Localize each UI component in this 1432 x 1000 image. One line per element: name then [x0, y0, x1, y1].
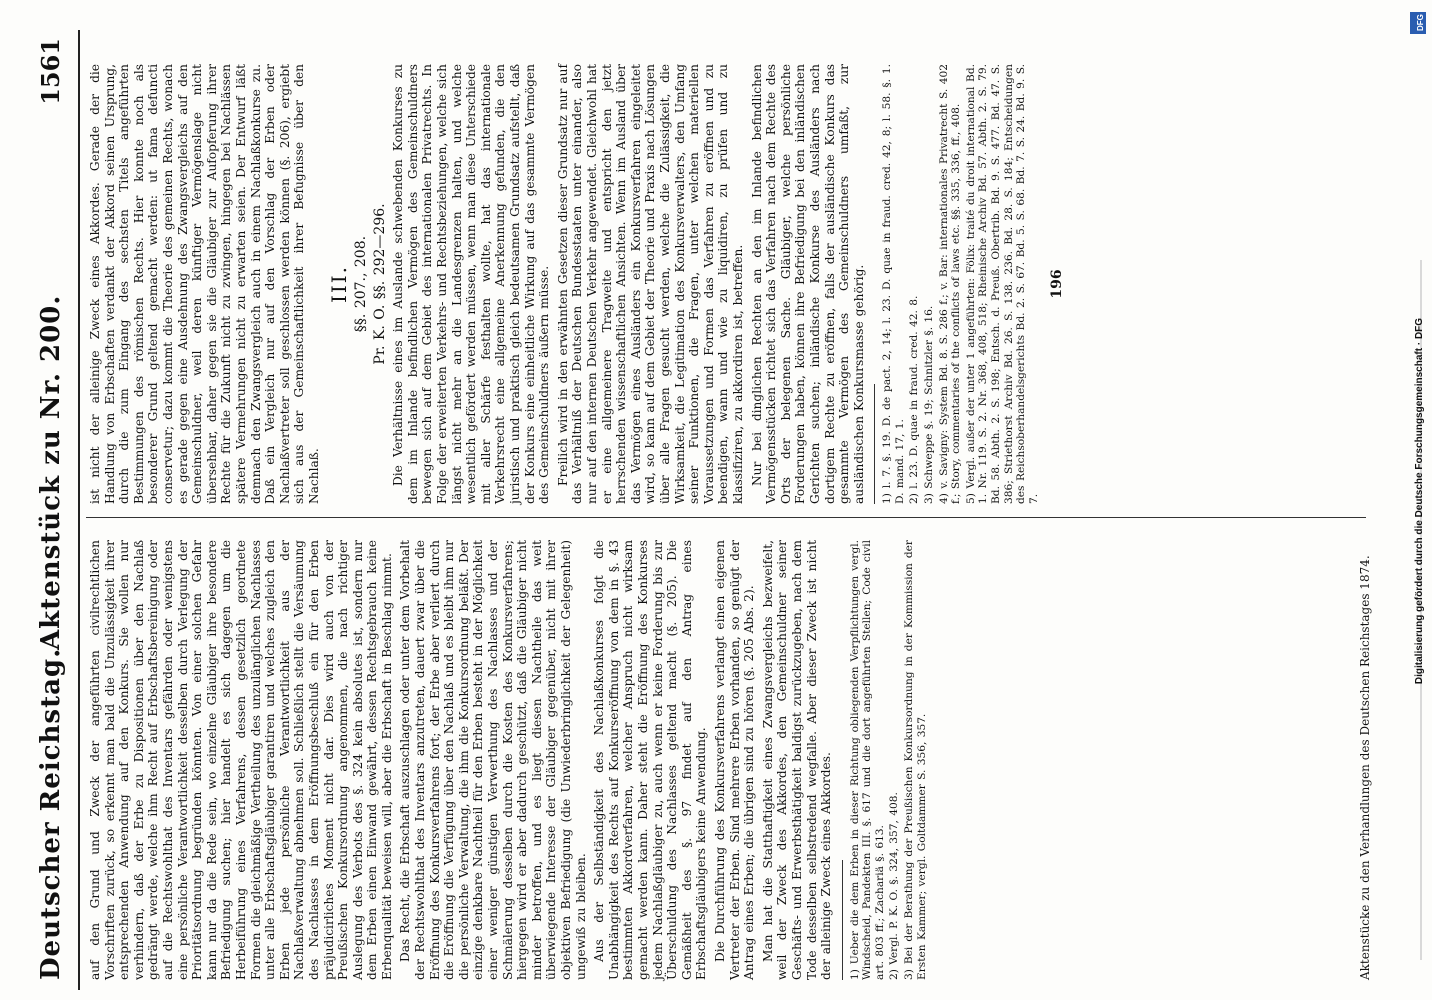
- right-footnote: 4) v. Savigny: System Bd. 8. S. 286 f.; v. Bar: internationales Privatrecht S. 402 f.; Story, commentaries of the conflicts of laws etc. §§. 335, 336, ff., 408.: [937, 64, 963, 504]
- right-footnote: 5) Vergl. außer der unter 1 angeführten: Fölix: traité du droit international Bd. 1. Nr. 119. S. 2. Nr. 368, 408, 518; Rheinische Archiv Bd. 57. Abth. 2. S. 79. Bd. 58. Abth. 2. S. 198; Entsch. d. Preuß. Obertrib. Bd. 9. S. 477. Bd. 47. S. 386; Striethorst Archiv Bd. 26. S. 138. 236. Bd. 28. S. 184; Entscheidungen des Reichsoberhandelsgerichts Bd. 2. S. 67. Bd. 5. S. 68. Bd. 7. S. 24. Bd. 9. S. 7.: [964, 64, 1040, 504]
- header-title: Deutscher Reichstag.: [36, 647, 66, 980]
- header-rule: [78, 30, 80, 990]
- bottom-note: Aktenstücke zu den Verhandlungen des Deutschen Reichstages 1874.: [1358, 555, 1372, 980]
- section-paragraph: Nur bei dinglichen Rechten an den im Inlande befindlichen Vermögensstücken richtet sich das Verfahren nach dem Rechte des Orts der belegenen Sache. Gläubiger, welche persönliche Forderungen haben, können ihre Befriedigung bei den inländischen Gerichten suchen; inländische Konkurse des Ausländers nach dortigem Rechte zu eröffnen, falls der ausländische Konkurs das gesammte Vermögen des Gemeinschuldners umfaßt, zur ausländischen Konkursmasse gehörig.: [749, 64, 866, 504]
- dfg-logo-icon: DFG: [1410, 12, 1426, 34]
- left-paragraph: auf den Grund und Zweck der angeführten civilrechtlichen Vorschriften zurück, so erkennt man bald die Unzulässigkeit ihrer entsprechenden Anwendung auf den Konkurs. Sie wollen nur verhindern, daß der Erbe zu Dispositionen über den Nachlaß gedrängt werde, welche ihm Recht auf Erbschaftsbereinigung oder auf die Rechtswohlthat des Inventars gefährden oder wenigstens eine persönliche Verantwortlichkeit desselben durch Verlegung der Prioritätsordnung begründen könnten. Von einer solchen Gefahr kann nur da die Rede sein, wo einzelne Gläubiger ihre besondere Befriedigung suchen; hier handelt es sich dagegen um die Herbeiführung eines Verfahrens, dessen gesetzlich geordnete Formen die gleichmäßige Vertheilung des unzulänglichen Nachlasses unter alle Erbschaftsgläubiger garantiren und welches zugleich den Erben jede persönliche Verantwortlichkeit aus der Nachlaßverwaltung abnehmen soll. Schließlich stellt die Versäumung des Nachlasses in dem Eröffnungsbeschluß ein für den Erben präjudicirliches Moment nicht dar. Dies wird auch von der Preußischen Konkursordnung angenommen, die nach richtiger Auslegung des Verbots des §. 324 kein absolutes ist, sondern nur dem Erben einen Einwand gewährt, dessen Rechtsgebrauch keine Erbenqualität beweisen will, aber die Erbschaft in Beschlag nimmt.: [88, 540, 394, 980]
- left-footnote: 2) Vergl. P. K. O. §. 324, 357, 408.: [888, 792, 901, 980]
- right-footnote: 2) l. 23. D. quae in fraud. cred. 42. 8.: [908, 295, 921, 504]
- left-column: [88, 540, 930, 980]
- header-page-number: 1561: [36, 38, 65, 105]
- running-header: [20, 30, 80, 990]
- left-paragraph: Aus der Selbständigkeit des Nachlaßkonkurses folgt die Unabhängigkeit des Rechts auf Konkurseröffnung von dem in §. 43 bestimmten Akkordverfahren, welcher Anspruch nicht wirksam gemacht werden kann. Daher steht die Eröffnung des Konkurses jedem Nachlaßgläubiger zu, auch wenn er keine Forderung bis zur Überschuldung des Nachlasses geltend macht (§. 205). Die Gemäßheit des §. 97 findet auf den Antrag eines Erbschaftsgläubigers keine Anwendung.: [592, 540, 709, 980]
- section-paragraph: Die Verhältnisse eines im Auslande schwebenden Konkurses zu dem im Inlande befindlichen Vermögen des Gemeinschuldners bewegen sich auf dem Gebiet des internationalen Privatrechts. In Folge der erweiterten Verkehrs- und Rechtsbeziehungen, welche sich längst nicht mehr an die Landesgrenzen halten, und welche wesentlich gefördert werden müssen, wenn man diese Unterschiede mit aller Schärfe festhalten wollte, hat das internationale Verkehrsrecht eine allgemeine Anerkennung gefunden, die den juristisch und praktisch gleich bedeutsamen Grundsatz aufstellt, daß der Konkurs eine einheitliche Wirkung auf das gesammte Vermögen des Gemeinschuldners äußern müsse.: [391, 64, 552, 504]
- left-footnote: 1) Ueber die dem Erben in dieser Richtung obliegenden Verpflichtungen vergl. Windscheid, Pandekten III. §. 617 und die dort angeführten Stellen; Code civil art. 803 ff.; Zachariä §. 613.: [848, 540, 886, 980]
- left-paragraph: Das Recht, die Erbschaft auszuschlagen oder unter dem Vorbehalt der Rechtswohlthat des Inventars anzutreten, dauert zwar über die Eröffnung des Konkursverfahrens fort; der Erbe aber verliert durch die Eröffnung die Verfügung über den Nachlaß und es bleibt ihm nur die persönliche Verwaltung, die ihm die Konkursordnung beläßt. Der einzige denkbare Nachtheil für den Erben besteht in der Möglichkeit einer weniger günstigen Verwerthung des Nachlasses und der Schmälerung desselben durch die Kosten des Konkursverfahrens; hiergegen wird er aber dadurch geschützt, daß die Gläubiger nicht minder betroffen, und es liegt diesen Nachtheile das weit überwiegende Interesse der Gläubiger gegenüber, nicht mit ihrer objektiven Befriedigung (die Unwiederbringlichkeit der Gelegenheit) ungewiß zu bleiben.: [398, 540, 588, 980]
- column-divider: [86, 517, 1366, 518]
- left-paragraph: Man hat die Statthaftigkeit eines Zwangsvergleichs bezweifelt, weil der Zweck des Akkordes, den Gemeinschuldner seiner Geschäfts- und Erwerbsthätigkeit baldigst zurückzugeben, nach dem Tode desselben selbstredend wegfalle. Aber dieser Zweck ist nicht der alleinige Zweck eines Akkordes.: [760, 540, 834, 980]
- section-pko-ref: Pr. K. O. §§. 292—296.: [371, 203, 388, 365]
- footnote-rule: [842, 860, 843, 980]
- right-footnote: 3) Schweppe §. 19; Schnitzler §. 16.: [923, 305, 936, 504]
- left-paragraph: Die Durchführung des Konkursverfahrens verlangt einen eigenen Vertreter der Erben. Sind mehrere Erben vorhanden, so genügt der Antrag eines Erben; die übrigen sind zu hören (§. 205 Abs. 2).: [712, 540, 757, 980]
- right-column: [88, 64, 1065, 504]
- footnote-rule: [874, 384, 875, 504]
- rotated-sheet: [20, 30, 1380, 990]
- section-paragraph-ref: §§. 207., 208.: [353, 235, 370, 333]
- dfg-margin: [1408, 6, 1430, 996]
- right-paragraph: ist nicht der alleinige Zweck eines Akkordes. Gerade der die Handlung von Erbschaften verdankt der Akkord seinen Ursprung, durch die zum Eingang des sechsten Titels angeführten Bestimmungen des römischen Rechts. Hier konnte noch als besonderer Grund geltend gemacht werden: ut fama defuncti conservetur; dazu kommt die Theorie des gemeinen Rechts, wonach es gerade gegen eine Ausdehnung des Zwangsvergleichs auf den Gemeinschuldner, weil deren künftiger Vermögenslage nicht übersehbar, daher gegen sie die Gläubiger zur Aufopferung ihrer Rechte für die Zukunft nicht zu zwingen, hingegen bei Nachlässen spätere Vermehrungen nicht zu erwarten seien. Der Entwurf läßt demnach den Zwangsvergleich auch in einem Nachlaßkonkurse zu. Daß ein Vergleich nur auf den Vorschlag der Erben oder Nachlaßvertreter soll geschlossen werden können (§. 206), ergiebt sich aus der Gemeinschaftlichkeit ihrer Befugnisse über den Nachlaß.: [88, 64, 321, 504]
- header-document-ref: Aktenstück zu Nr. 200.: [36, 294, 66, 650]
- right-footnote: 1) l. 7. §. 19. D. de pact. 2, 14; l. 23. D. quae in fraud. cred. 42, 8; l. 58. §. 1. D. mand. 17, 1.: [881, 64, 906, 504]
- section-paragraph: Freilich wird in den erwähnten Gesetzen dieser Grundsatz nur auf das Verhältniß der Deutschen Bundesstaaten unter einander, also nur auf den internen Deutschen Verkehr angewendet. Gleichwohl hat er eine allgemeinere Tragweite und entspricht den jetzt herrschenden wissenschaftlichen Ansichten. Wenn im Ausland über das Vermögen eines Ausländers ein Konkursverfahren eingeleitet wird, so kann auf dem Gebiet der Theorie und Praxis nach Lösungen über alle Fragen gesucht werden, welche die Zulässigkeit, die Wirksamkeit, die Legitimation des Konkursverwalters, den Umfang seiner Funktionen, die Fragen, unter welchen materiellen Voraussetzungen und Formen das Verfahren zu eröffnen und zu beendigen, wann und wie zu liquidiren, zu prüfen und zu klassifiziren, zu akkordiren ist, betreffen.: [555, 64, 745, 504]
- section-numeral: III.: [326, 264, 351, 304]
- dfg-funding-note: Digitalisierung gefördert durch die Deutsche Forschungsgemeinschaft · DFG: [1414, 317, 1425, 685]
- left-footnote: 3) Bei der Berathung der Preußischen Konkursordnung in der Kommission der Ersten Kammer; vergl. Goltdammer S. 356, 357.: [903, 540, 928, 980]
- signature-number: 196: [1049, 269, 1066, 299]
